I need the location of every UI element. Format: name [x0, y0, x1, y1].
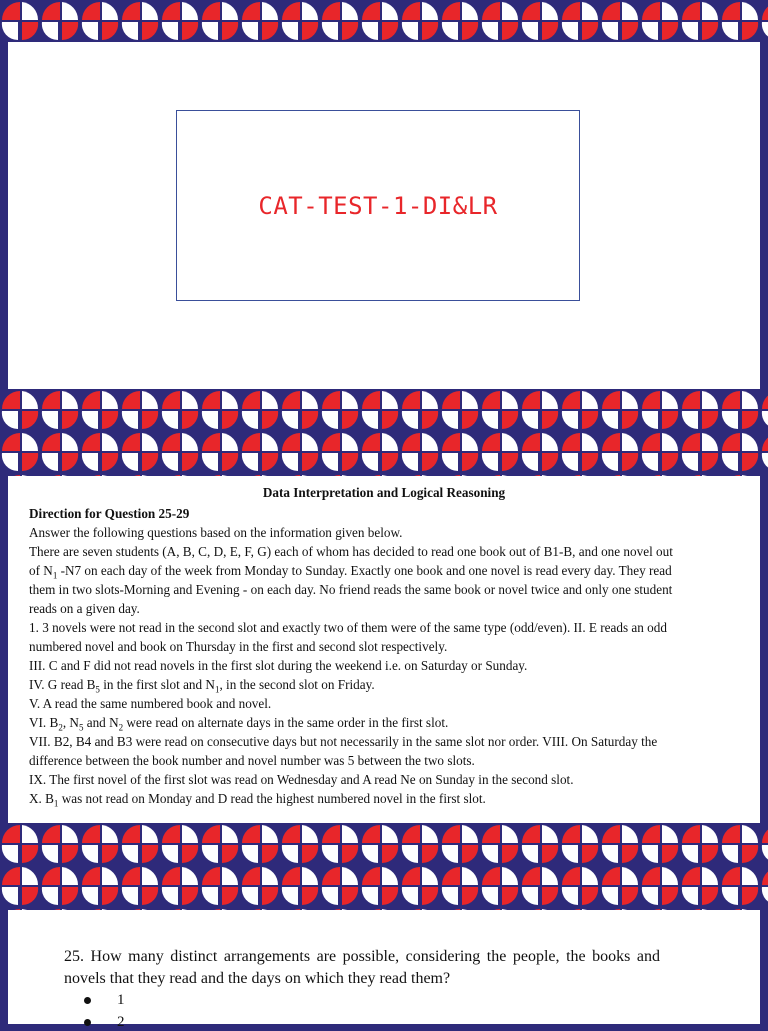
clue-x: X. $B_1$ was not read on Monday and D read the highest numbered novel in the first slot.: [29, 791, 486, 809]
bullet-icon: [84, 1019, 91, 1026]
text-line: III. C and F did not read novels in the first slot during the weekend i.e. on Saturday or Sunday.: [29, 658, 528, 673]
direction-title: Direction for Question 25-29: [29, 506, 190, 521]
text-line: difference between the book number and novel number was 5 between the two slots.: [29, 753, 475, 768]
pattern-band-lower: [0, 823, 768, 910]
geometric-pattern: [0, 389, 768, 476]
question-text: 25. How many distinct arrangements are possible, considering the people, the books and novels that they read and the days on which they read them?: [64, 948, 660, 987]
option-item: 2: [84, 1014, 125, 1031]
text-line: numbered novel and book on Thursday in the first and second slot respectively.: [29, 639, 448, 654]
text-line: There are seven students (A, B, C, D, E, F, G) each of whom has decided to read one book out of B1-B, and one novel out: [29, 544, 673, 559]
geometric-pattern: [0, 823, 768, 910]
geometric-pattern: [0, 0, 768, 42]
pattern-band-middle: [0, 389, 768, 476]
clue-vi: VI. $B_2$, $N_5$ and $N_2$ were read on alternate days in the same order in the first slot.: [29, 715, 449, 733]
bullet-icon: [84, 997, 91, 1004]
pattern-band-top: [0, 0, 768, 42]
cover-title: CAT-TEST-1-DI&LR: [258, 191, 498, 220]
clue-iv: IV. G read $B_5$ in the first slot and $N_1$, in the second slot on Friday.: [29, 677, 375, 695]
text-line: 1. 3 novels were not read in the second slot and exactly two of them were of the same type (odd/even). II. E reads an odd: [29, 620, 667, 635]
text-line: IX. The first novel of the first slot was read on Wednesday and A read Ne on Sunday in the second slot.: [29, 772, 574, 787]
option-item: 1: [84, 992, 125, 1009]
text-line: VII. B2, B4 and B3 were read on consecutive days but not necessarily in the same slot nor order. VIII. On Saturday the: [29, 734, 658, 749]
question-page: [8, 910, 760, 1030]
title-box: [176, 110, 580, 301]
text-line: them in two slots-Morning and Evening - on each day. No friend reads the same book or novel twice and only one student: [29, 582, 673, 597]
section-heading: Data Interpretation and Logical Reasoning: [262, 485, 506, 500]
cover-page: [8, 42, 760, 389]
text-line: reads on a given day.: [29, 601, 140, 616]
text-line: of $N_1$ -N7 on each day of the week from Monday to Sunday. Exactly one book and one novel is read every day. They read: [29, 563, 672, 581]
text-line: Answer the following questions based on the information given below.: [29, 525, 403, 540]
instructions-page: [8, 476, 760, 823]
text-line: V. A read the same numbered book and novel.: [29, 696, 272, 711]
